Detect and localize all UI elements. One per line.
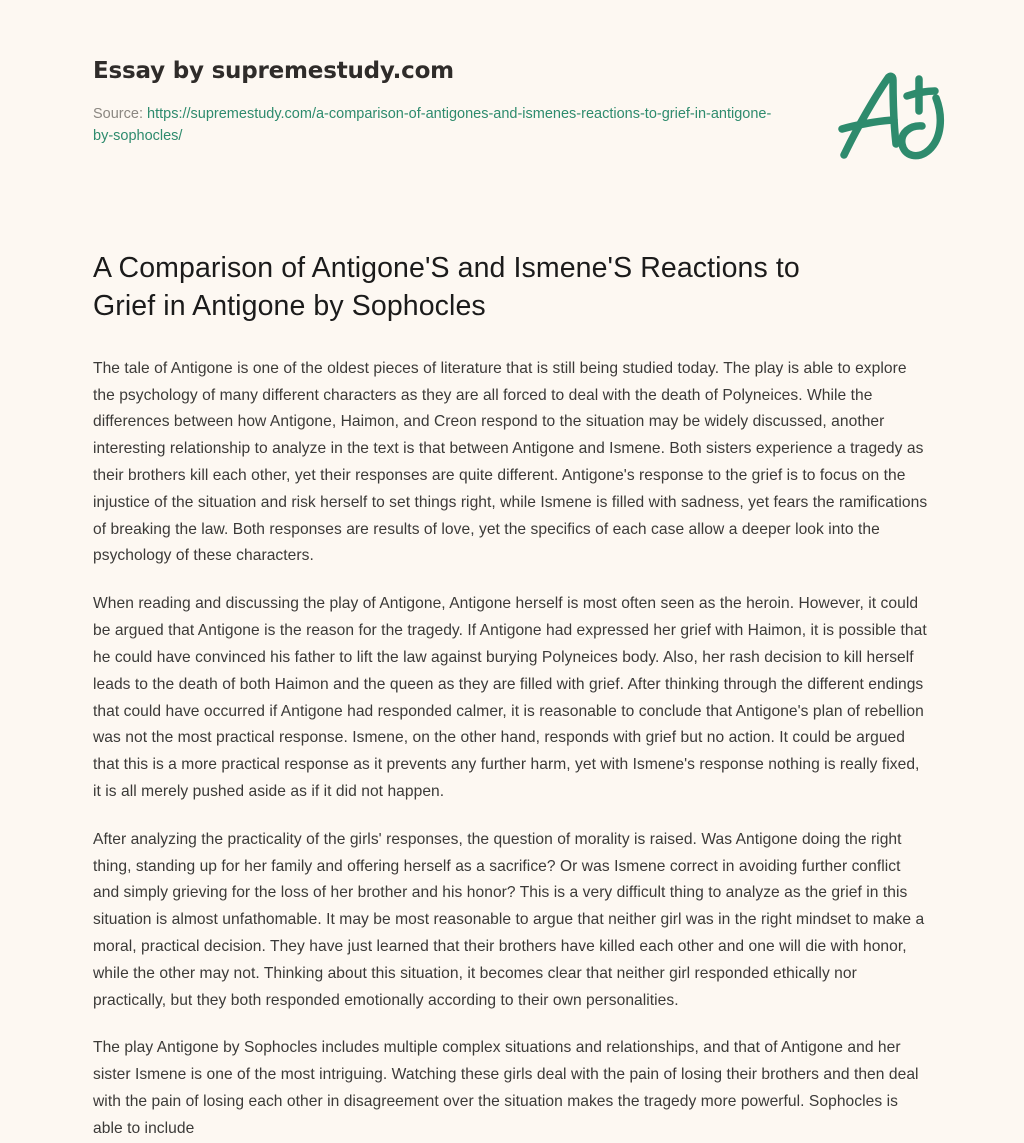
body-paragraph: When reading and discussing the play of Antigone, Antigone herself is most often seen as the heroin. However, it could be argued that Antigone is the reason for the tragedy. If Antigone had expressed her grief with Haimon, it is possible that he could have convinced his father to lift the law against burying Polyneices body. Also, her rash decision to kill herself leads to the death of both Haimon and the queen as they are filled with grief. After thinking through the different endings that could have occurred if Antigone had responded calmer, it is reasonable to conclude that Antigone's plan of rebellion was not the most practical response. Ismene, on the other hand, responds with grief but no action. It could be argued that this is a more practical response as it prevents any further harm, yet with Ismene's response nothing is really fixed, it is all merely pushed aside as if it did not happen. [93, 595, 927, 800]
body-paragraph: After analyzing the practicality of the girls' responses, the question of morality is raised. Was Antigone doing the right thing, standing up for her family and offering herself as a sacrifice? Or was Ismene correct in avoiding further conflict and simply grieving for the loss of her brother and his honor? This is a very difficult thing to analyze as the grief in this situation is almost unfathomable. It may be most reasonable to argue that neither girl was in the right mindset to make a moral, practical decision. They have just learned that their brothers have killed each other and one will die with honor, while the other may not. Thinking about this situation, it becomes clear that neither girl responded ethically nor practically, but they both responded emotionally according to their own personalities. [93, 830, 925, 1009]
body-paragraph: The play Antigone by Sophocles includes multiple complex situations and relationships, and that of Antigone and her sister Ismene is one of the most intriguing. Watching these girls deal with the pain of losing their brothers and then deal with the pain of losing each other in disagreement over the situation makes the tragedy more powerful. Sophocles is able to include [93, 1039, 919, 1137]
source-url-link[interactable]: https://supremestudy.com/a-comparison-of-antigones-and-ismenes-reactions-to-grief-in-antigone-by-sophocles/ [93, 105, 772, 145]
page-header [93, 58, 793, 148]
a-plus-logo-icon [830, 56, 952, 176]
source-line [93, 103, 773, 148]
essay-content [93, 250, 931, 1143]
source-label: Source: [93, 105, 143, 122]
body-paragraph: The tale of Antigone is one of the oldest pieces of literature that is still being studied today. The play is able to explore the psychology of many different characters as they are all forced to deal with the death of Polyneices. While the differences between how Antigone, Haimon, and Creon respond to the situation may be widely discussed, another interesting relationship to analyze in the text is that between Antigone and Ismene. Both sisters experience a tragedy as their brothers kill each other, yet their responses are quite different. Antigone's response to the grief is to focus on the injustice of the situation and risk herself to set things right, while Ismene is filled with sadness, yet fears the ramifications of breaking the law. Both responses are results of love, yet the specifics of each case allow a deeper look into the psychology of these characters. [93, 359, 928, 565]
site-title: Essay by supremestudy.com [93, 58, 454, 84]
page-title: A Comparison of Antigone'S and Ismene'S Reactions to Grief in Antigone by Sophocles [93, 252, 800, 322]
